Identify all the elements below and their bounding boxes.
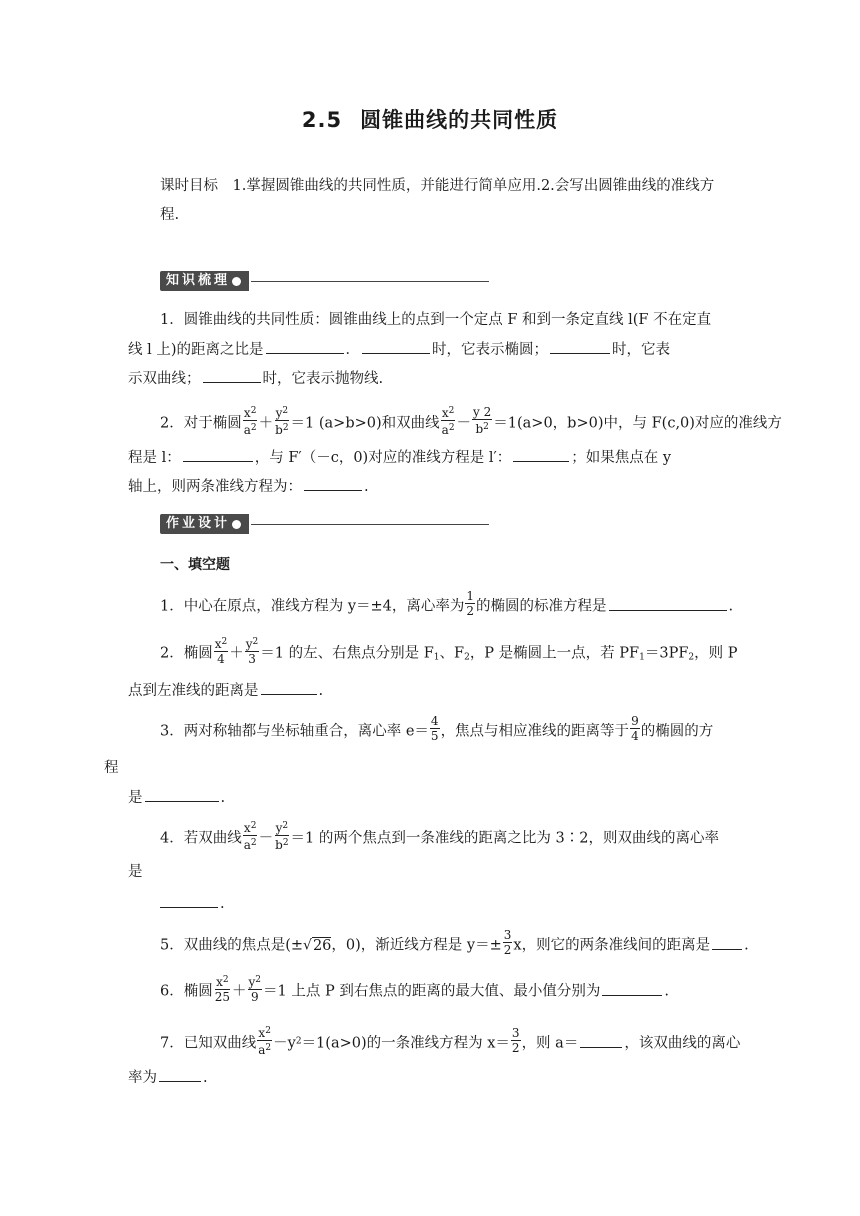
- banner-rule: [251, 281, 489, 282]
- answer-blank[interactable]: [609, 596, 727, 611]
- question-1: 1．中心在原点，准线方程为 y＝±4，离心率为 $\frac{1}{2}$ 的椭圆的标准方程是 .: [160, 589, 734, 618]
- question-4: 4．若双曲线 $\frac{x^2}{a^2}$ － $\frac{y^2}{b^2}$ ＝1 的两个焦点到一条准线的距离之比为 3∶2，则双曲线的离心率: [160, 821, 719, 852]
- fraction: $\frac{x^2}{a^2}$: [243, 406, 257, 437]
- knowledge-p2-line2: 程是 l： ，与 F′（－c，0)对应的准线方程是 l′： ；如果焦点在 y: [128, 447, 671, 468]
- lesson-goal-line2: 程.: [160, 207, 180, 223]
- answer-blank[interactable]: [145, 787, 219, 802]
- fraction: $\frac{x^2}{a^2}$: [243, 821, 257, 852]
- answer-blank[interactable]: [712, 935, 742, 950]
- homework-tag: [160, 514, 249, 534]
- bullet-dot-icon: [232, 277, 241, 286]
- question-3-line3: 是 .: [128, 787, 225, 808]
- knowledge-p2-line3: 轴上，则两条准线方程为： .: [128, 476, 369, 497]
- answer-blank[interactable]: [183, 447, 253, 462]
- question-2: 2．椭圆 $\frac{x^2}{4}$ ＋ $\frac{y^2}{3}$ ＝1 的左、右焦点分别是 $F_1$、$F_2$，P 是椭圆上一点，若 $PF_1=3PF_2$，则 P: [160, 637, 738, 666]
- fraction: $\frac{y^2}{b^2}$: [275, 406, 289, 437]
- answer-blank[interactable]: [362, 339, 430, 354]
- fraction: $\frac{x^2}{4}$: [214, 637, 228, 666]
- fraction: $\frac{y^2}{3}$: [245, 637, 259, 666]
- answer-blank[interactable]: [513, 447, 569, 462]
- fraction: $\frac{y^2}{9}$: [248, 975, 262, 1004]
- question-7: 7．已知双曲线 $\frac{x^2}{a^2}$ $-y^2=1(a>0)$的一条准线方程为 x＝ $\frac{3}{2}$ ，则 a＝ ，该双曲线的离心: [160, 1026, 741, 1057]
- section-number: 2.5: [301, 108, 343, 132]
- section-title: 圆锥曲线的共同性质: [360, 108, 559, 132]
- bullet-dot-icon: [232, 520, 241, 529]
- section-heading: 一、填空题: [160, 557, 230, 573]
- question-4-line2: 是: [128, 864, 143, 880]
- answer-blank[interactable]: [602, 981, 662, 996]
- question-2-line2: 点到左准线的距离是 .: [128, 680, 323, 701]
- question-3-line2: 程: [104, 760, 119, 776]
- question-4-line3: .: [160, 893, 225, 914]
- fraction: $\frac{9}{4}$: [631, 714, 639, 743]
- knowledge-tag: [160, 271, 249, 291]
- answer-blank[interactable]: [266, 339, 344, 354]
- fraction: $\frac{x^2}{a^2}$: [258, 1026, 272, 1057]
- knowledge-p1-line1: 1．圆锥曲线的共同性质：圆锥曲线上的点到一个定点 F 和到一条定直线 l(F 不在定直: [160, 312, 712, 328]
- answer-blank[interactable]: [580, 1033, 622, 1048]
- fraction: $\frac{x^2}{a^2}$: [441, 406, 455, 437]
- homework-banner: [160, 514, 489, 534]
- sqrt-icon: √: [303, 937, 312, 954]
- fraction: $\frac{x^2}{25}$: [214, 975, 231, 1004]
- lesson-goal-line1: 课时目标 1.掌握圆锥曲线的共同性质，并能进行简单应用.2.会写出圆锥曲线的准线方: [160, 178, 715, 194]
- answer-blank[interactable]: [550, 339, 610, 354]
- fraction: $\frac{3}{2}$: [511, 1026, 520, 1055]
- knowledge-p1-line2: 线 l 上)的距离之比是 ． 时，它表示椭圆； 时，它表: [128, 339, 670, 360]
- banner-rule: [251, 524, 489, 525]
- page-title: [0, 104, 860, 134]
- knowledge-p2-line1: 2．对于椭圆 $\frac{x^2}{a^2}$ ＋ $\frac{y^2}{b^2}$ ＝1 (a>b>0)和双曲线 $\frac{x^2}{a^2}$ － $\frac{y 2}{b^2}$ ＝1(a>0，b>0)中，与 F(c,0)对应的准线方: [160, 405, 782, 437]
- answer-blank[interactable]: [160, 893, 218, 908]
- question-3: 3．两对称轴都与坐标轴重合，离心率 e＝ $\frac{4}{5}$ ，焦点与相应准线的距离等于 $\frac{9}{4}$ 的椭圆的方: [160, 714, 714, 743]
- fraction: $\frac{4}{5}$: [430, 714, 439, 743]
- question-5: 5．双曲线的焦点是(±√26，0)，渐近线方程是 y＝± $\frac{3}{2}$ x，则它的两条准线间的距离是 .: [160, 928, 749, 957]
- homework-tag-label: 作业设计: [166, 516, 231, 531]
- answer-blank[interactable]: [203, 368, 261, 383]
- fraction: $\frac{1}{2}$: [466, 589, 475, 618]
- question-7-line2: 率为 .: [128, 1067, 208, 1088]
- answer-blank[interactable]: [261, 680, 317, 695]
- knowledge-p1-line3: 示双曲线； 时，它表示抛物线.: [128, 368, 383, 389]
- fraction: $\frac{3}{2}$: [503, 928, 512, 957]
- fraction: $\frac{y 2}{b^2}$: [473, 405, 492, 436]
- fraction: $\frac{y^2}{b^2}$: [275, 821, 289, 852]
- knowledge-tag-label: 知识梳理: [166, 273, 231, 288]
- answer-blank[interactable]: [304, 476, 362, 491]
- answer-blank[interactable]: [159, 1067, 201, 1082]
- question-6: 6．椭圆 $\frac{x^2}{25}$ ＋ $\frac{y^2}{9}$ ＝1 上点 P 到右焦点的距离的最大值、最小值分别为 .: [160, 975, 669, 1004]
- knowledge-banner: [160, 271, 489, 291]
